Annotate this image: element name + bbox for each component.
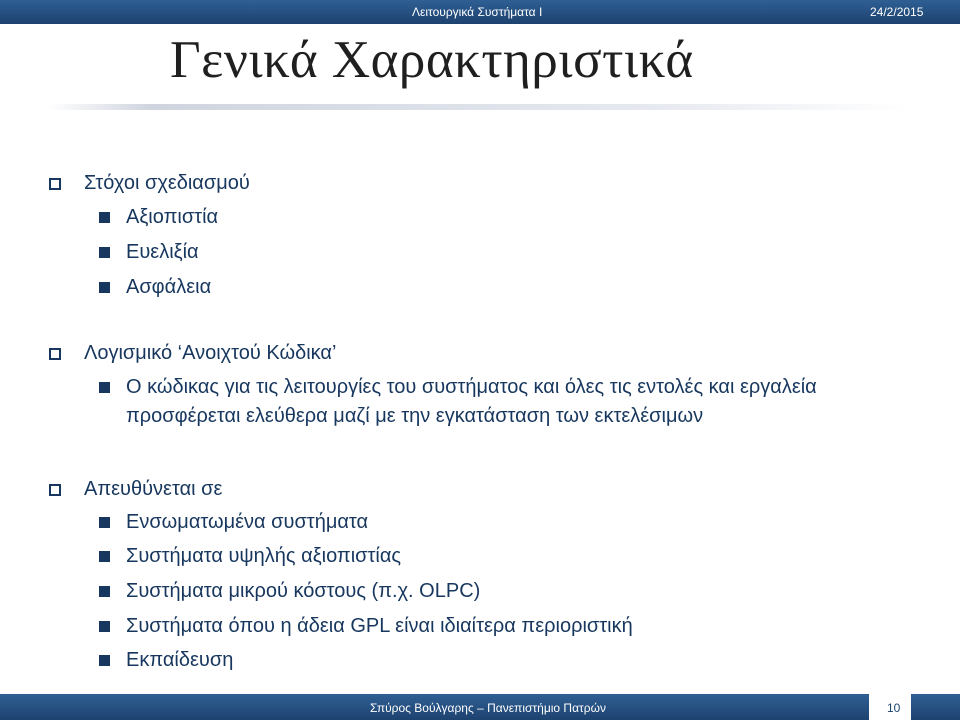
footer-bar <box>0 694 960 720</box>
filled-square-bullet-icon <box>99 655 110 666</box>
list-item: Ασφάλεια <box>126 276 212 298</box>
list-item: Ευελιξία <box>126 241 199 263</box>
course-title: Λειτουργικά Συστήματα Ι <box>412 5 543 19</box>
list-item: Εκπαίδευση <box>126 649 234 671</box>
list-item: Αξιοπιστία <box>126 206 219 228</box>
filled-square-bullet-icon <box>99 551 110 562</box>
section-heading: Λογισμικό ‘Ανοιχτού Κώδικα’ <box>84 342 337 364</box>
header-bar <box>0 0 960 24</box>
list-item: Συστήματα μικρού κόστους (π.χ. OLPC) <box>126 580 481 602</box>
filled-square-bullet-icon <box>99 621 110 632</box>
page-number: 10 <box>887 701 901 715</box>
slide-title: Γενικά Χαρακτηριστικά <box>170 31 694 89</box>
hollow-square-bullet-icon <box>49 484 61 496</box>
list-item-continued: προσφέρεται ελεύθερα μαζί με την εγκατάσταση των εκτελέσιμων <box>126 405 704 427</box>
filled-square-bullet-icon <box>99 247 110 258</box>
section-heading: Στόχοι σχεδιασμού <box>84 172 250 194</box>
list-item: Ο κώδικας για τις λειτουργίες του συστήματος και όλες τις εντολές και εργαλεία <box>126 376 817 398</box>
title-divider <box>48 104 912 110</box>
hollow-square-bullet-icon <box>49 348 61 360</box>
footer-author: Σπύρος Βούλγαρης – Πανεπιστήμιο Πατρών <box>370 701 606 715</box>
filled-square-bullet-icon <box>99 586 110 597</box>
filled-square-bullet-icon <box>99 517 110 528</box>
hollow-square-bullet-icon <box>49 178 61 190</box>
filled-square-bullet-icon <box>99 382 110 393</box>
list-item: Συστήματα υψηλής αξιοπιστίας <box>126 545 402 567</box>
slide-date: 24/2/2015 <box>870 5 924 19</box>
filled-square-bullet-icon <box>99 282 110 293</box>
list-item: Ενσωματωμένα συστήματα <box>126 511 369 533</box>
section-heading: Απευθύνεται σε <box>84 478 223 500</box>
filled-square-bullet-icon <box>99 212 110 223</box>
list-item: Συστήματα όπου η άδεια GPL είναι ιδιαίτερα περιοριστική <box>126 615 633 637</box>
